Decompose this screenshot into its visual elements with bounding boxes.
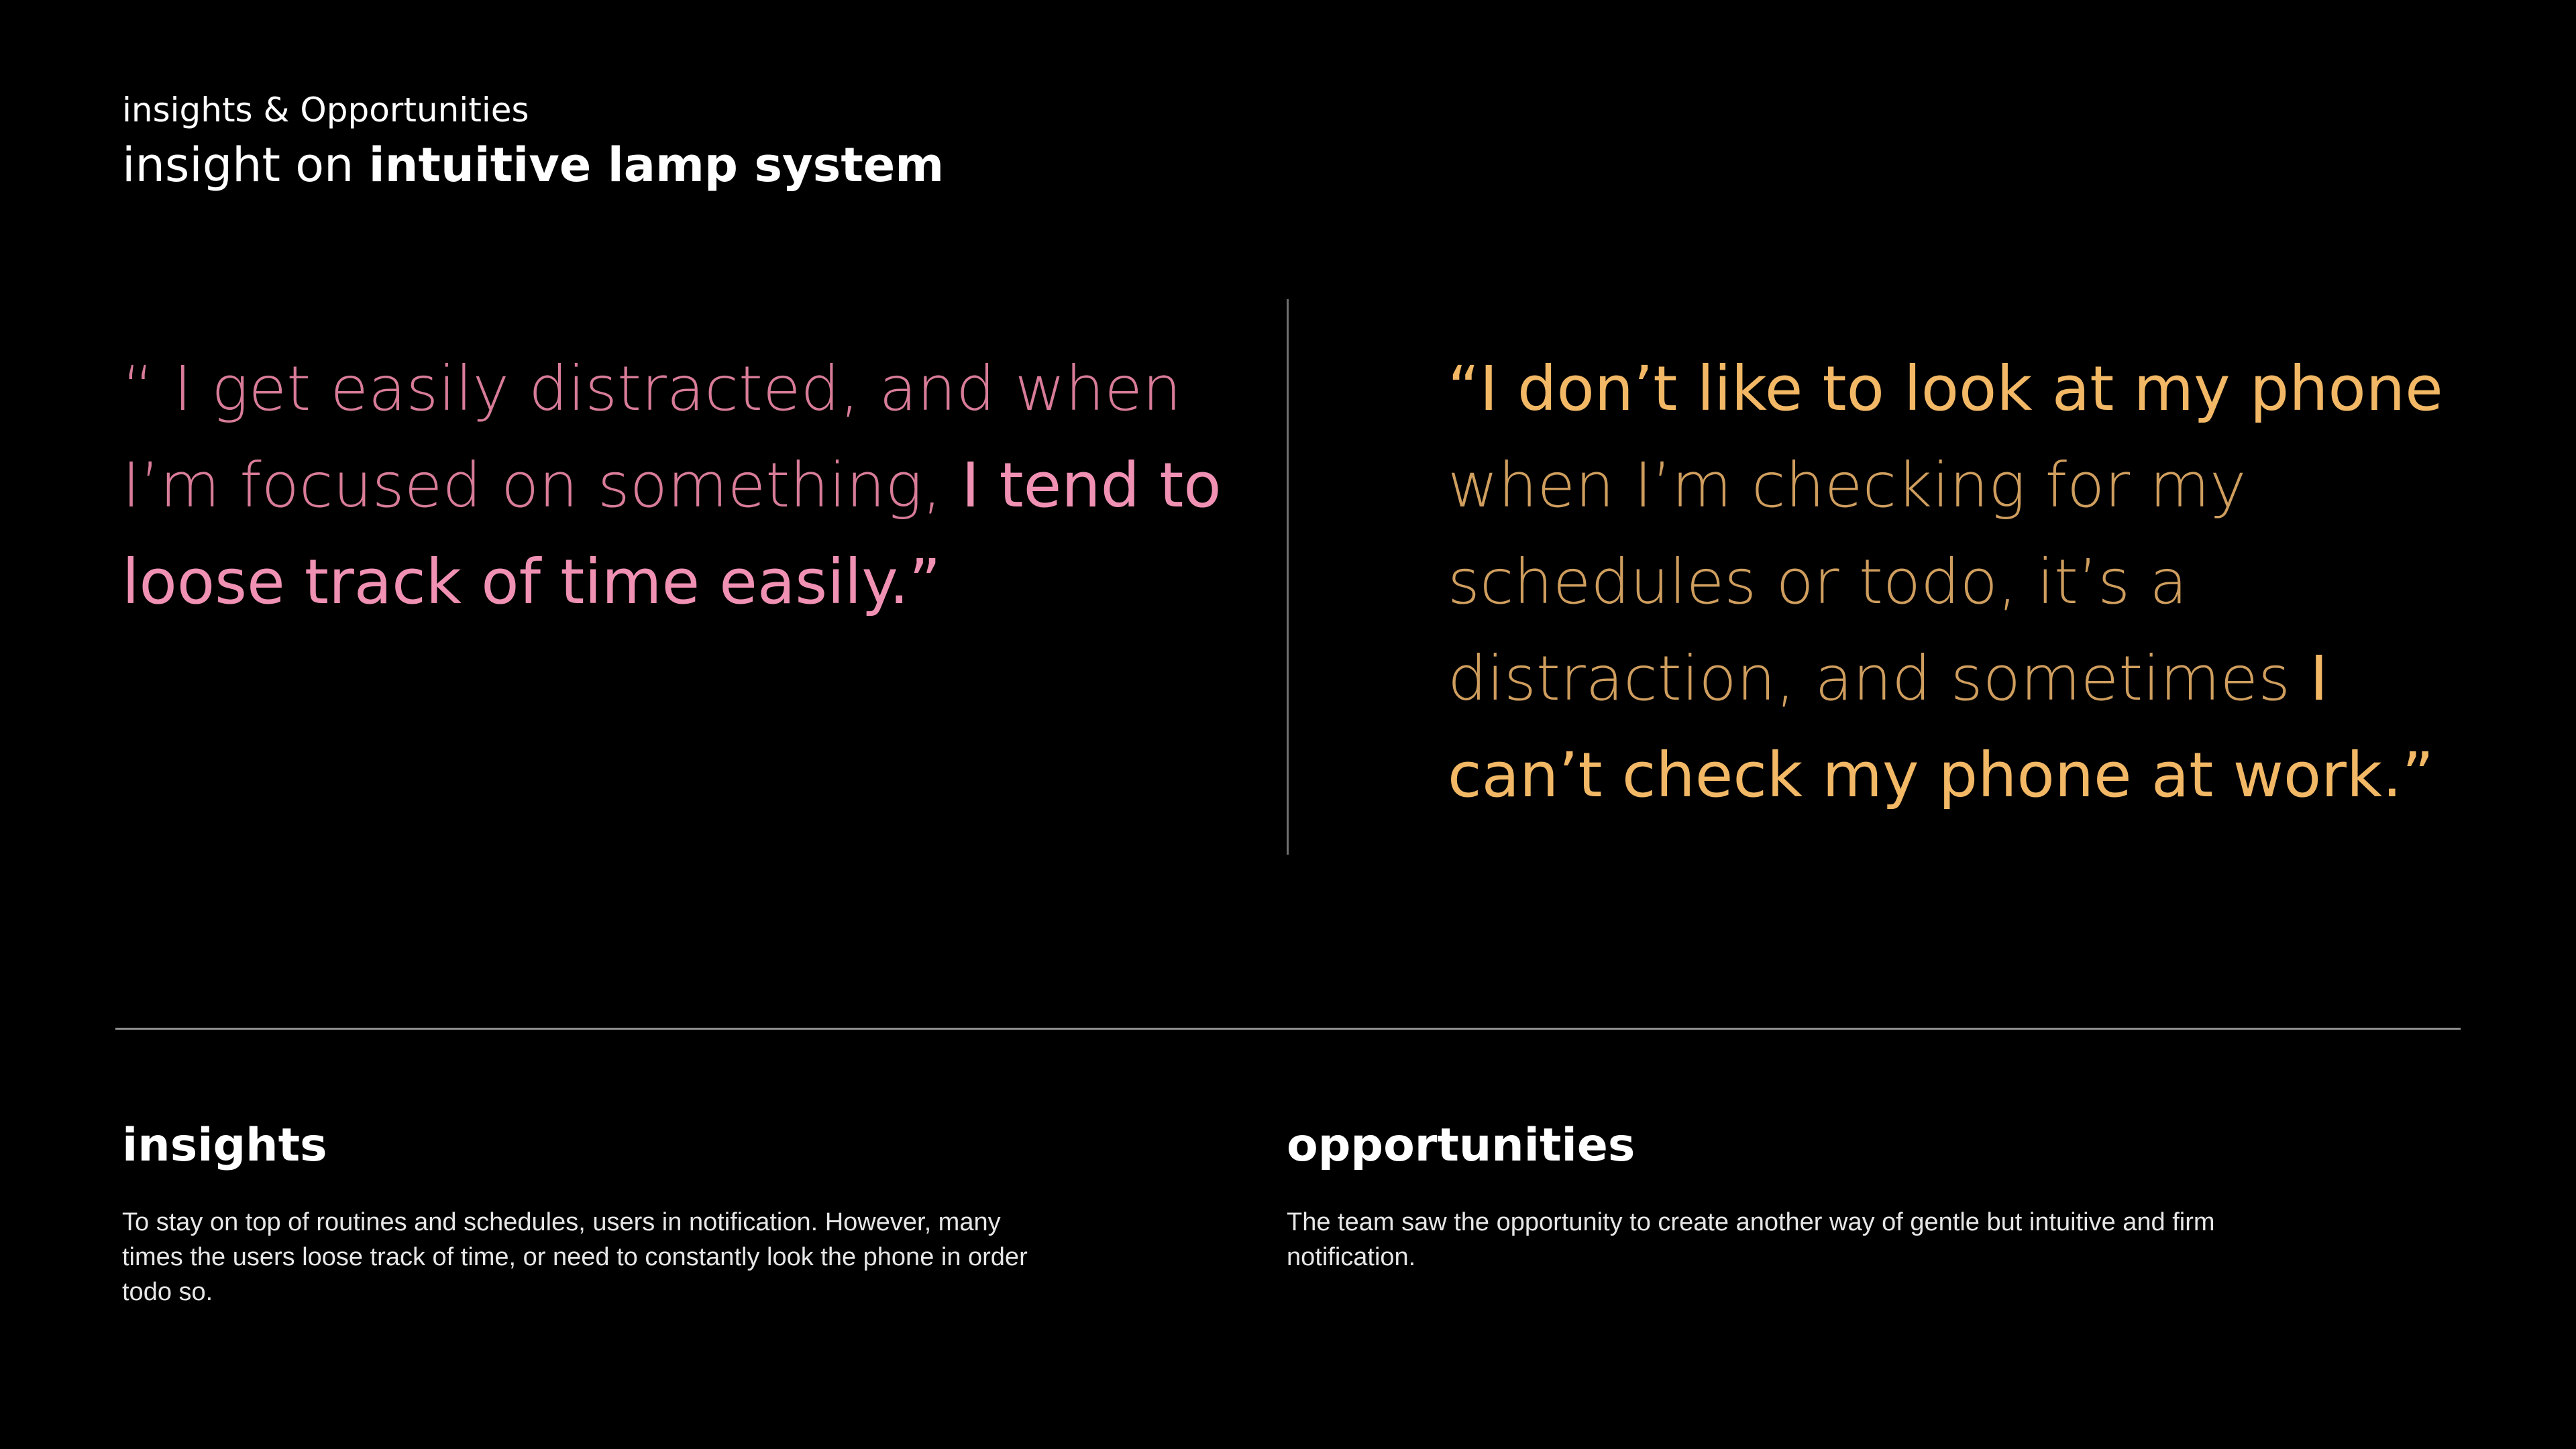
- quote-left: [122, 341, 1222, 631]
- vertical-divider: [1287, 299, 1289, 855]
- section-eyebrow: insights & Opportunities: [122, 91, 529, 129]
- opportunities-section: [1287, 1112, 2293, 1275]
- opportunities-heading: opportunities: [1287, 1119, 1635, 1172]
- horizontal-divider: [115, 1028, 2461, 1030]
- quote-right-regular: when I’m checking for my schedules or todo, it’s a distraction, and sometimes: [1448, 449, 2310, 714]
- quote-right-emphasis-start: “I don’t like to look at my phone: [1448, 353, 2443, 425]
- quote-right: [1448, 341, 2494, 824]
- page-title-bold: intuitive lamp system: [368, 138, 945, 193]
- header: [122, 87, 944, 197]
- page-title-regular: insight on: [122, 138, 369, 193]
- insights-body: To stay on top of routines and schedules, users in notification. However, many times the users loose track of time, or need to constantly look the phone in order todo so.: [122, 1208, 1028, 1306]
- insights-section: [122, 1112, 1061, 1309]
- insights-heading: insights: [122, 1119, 327, 1172]
- quote-right-emphasis-end: I can’t check my phone at work.”: [1448, 643, 2434, 811]
- page-title: [122, 133, 944, 197]
- quote-left-emphasis: I tend to loose track of time easily.”: [122, 449, 1222, 618]
- quote-left-regular: “ I get easily distracted, and when I’m focused on something,: [122, 353, 1182, 521]
- opportunities-body: The team saw the opportunity to create another way of gentle but intuitive and firm notification.: [1287, 1208, 2215, 1271]
